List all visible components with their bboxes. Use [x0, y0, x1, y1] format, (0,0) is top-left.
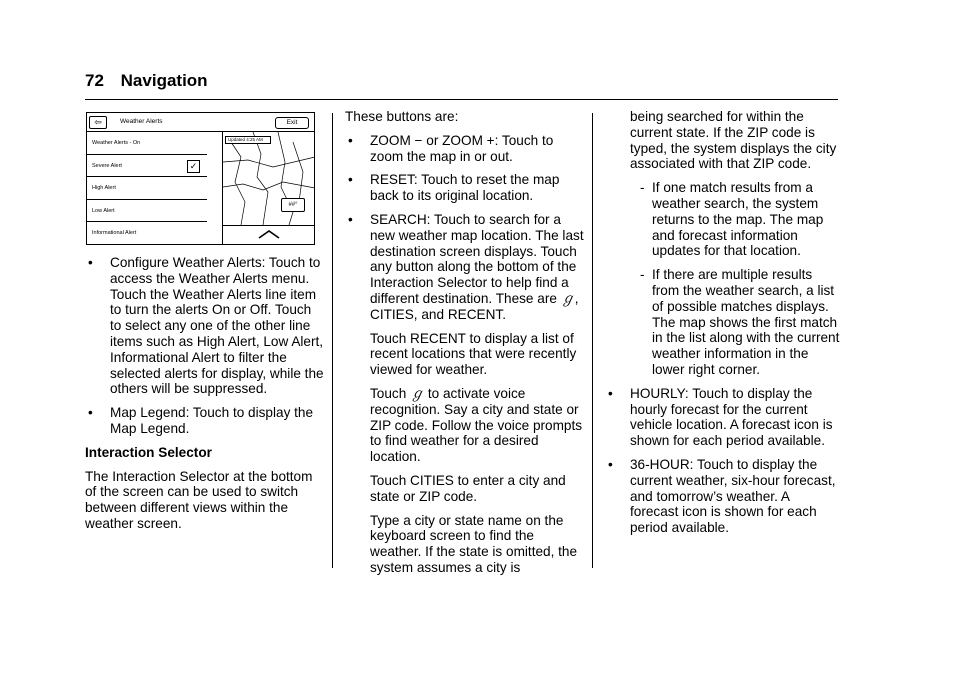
map-legend-button: ##°: [281, 198, 305, 212]
voice-icon: ℊ: [560, 289, 575, 306]
list-item: Weather Alerts - On: [87, 132, 207, 155]
alerts-list: [87, 132, 207, 244]
figure-title: Weather Alerts: [120, 118, 163, 125]
paragraph: The Interaction Selector at the bottom of the screen can be used to switch between different views within the weather screen.: [85, 468, 313, 531]
paragraph: These buttons are:: [345, 109, 459, 124]
column-divider: [332, 113, 333, 568]
back-arrow-icon: ⇦: [89, 116, 107, 129]
list-item: Low Alert: [87, 200, 207, 223]
column-divider: [592, 113, 593, 568]
weather-alerts-figure: [86, 112, 315, 245]
exit-button: Exit: [275, 117, 309, 129]
header-rule: [85, 99, 838, 100]
voice-icon: ℊ: [410, 384, 425, 401]
page-header: [85, 71, 208, 91]
column-2: [345, 109, 585, 584]
paragraph: being searched for within the current state. If the ZIP code is typed, the system displays the city associated with that ZIP code.: [630, 109, 837, 172]
list-item: Severe Alert ✓: [87, 155, 207, 178]
bullet-item: • RESET: Touch to reset the map back to its original location.: [348, 172, 560, 204]
subheading: Interaction Selector: [85, 444, 212, 460]
bullet-item: • Map Legend: Touch to display the Map Legend.: [88, 405, 314, 436]
dash-item: - If one match results from a weather search, the system returns to the map. The map and forecast information updates for that location.: [640, 180, 824, 259]
paragraph: Touch RECENT to display a list of recent locations that were recently viewed for weather.: [370, 330, 577, 378]
paragraph: Touch ℊ to activate voice recognition. Say a city and state or ZIP code. Follow the voice prompts to find weather for a desired location.: [370, 384, 583, 465]
section-title: Navigation: [120, 71, 208, 90]
paragraph: Touch CITIES to enter a city and state or ZIP code.: [370, 472, 566, 504]
updated-label: Updated 4:25 AM: [225, 136, 271, 144]
paragraph: Type a city or state name on the keyboard screen to find the weather. If the state is omitted, the system assumes a city is: [370, 512, 578, 575]
bullet-item: • SEARCH: Touch to search for a new weather map location. The last destination screen displays. Touch any button along the bottom of the Interaction Selector to help find a different destination. These are ℊ, CITIES, and RECENT.: [348, 211, 584, 322]
figure-title-bar: [87, 113, 314, 132]
bullet-item: • 36-HOUR: Touch to display the current weather, six-hour forecast, and tomorrow’s weather. A forecast icon is shown for each period available.: [608, 456, 836, 536]
chevron-up-icon: [257, 228, 281, 240]
list-item: Informational Alert: [92, 230, 137, 236]
checkbox-icon: ✓: [187, 160, 200, 173]
bullet-item: • ZOOM − or ZOOM +: Touch to zoom the map in or out.: [348, 132, 554, 164]
page-number: 72: [85, 71, 104, 90]
bullet-item: • Configure Weather Alerts: Touch to access the Weather Alerts menu. Touch the Weather Alerts line item to turn the alerts On or Off. Touch to select any one of the other line items such as High Alert, Low Alert, Informational Alert to filter the selected alerts for display, while the others will be suppressed.: [88, 255, 324, 397]
dash-item: - If there are multiple results from the weather search, a list of possible matches displays. The map shows the first match in the list along with the current weather information in the lower right corner.: [640, 267, 840, 377]
column-3: [605, 109, 841, 544]
column-1: [85, 255, 325, 540]
bullet-item: • HOURLY: Touch to display the hourly forecast for the current vehicle location. A forecast icon is shown for each period available.: [608, 385, 833, 449]
list-item: High Alert: [87, 177, 207, 200]
